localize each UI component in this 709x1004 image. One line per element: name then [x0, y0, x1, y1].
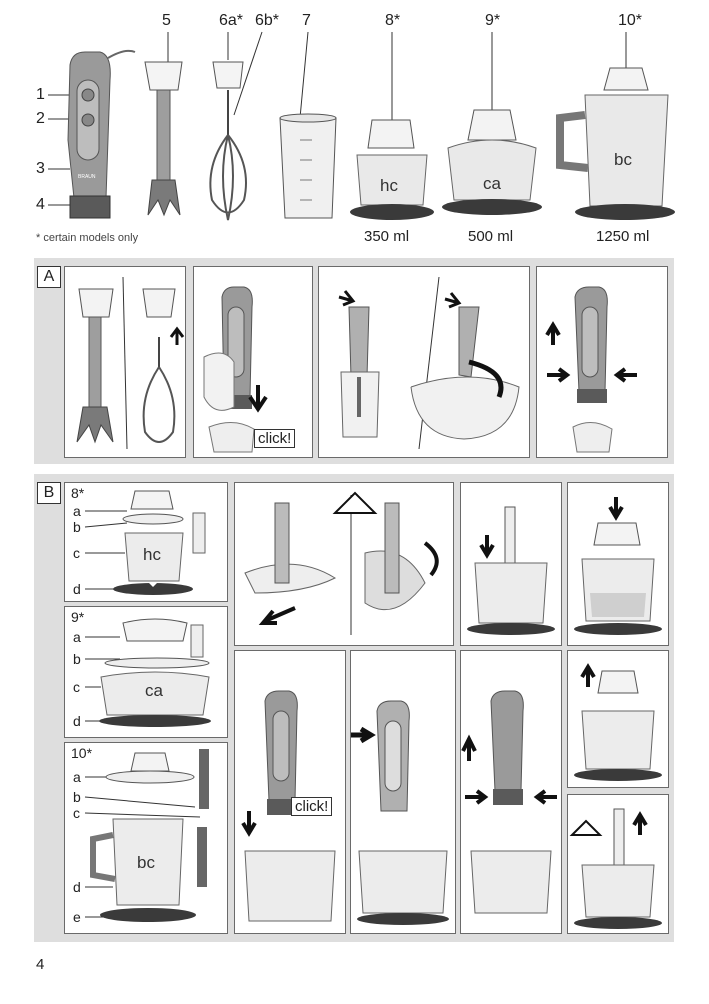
panel-chopper-8 — [64, 482, 228, 602]
attach-motor-illustration — [235, 651, 345, 933]
chopper-9-title: 9* — [71, 609, 85, 625]
part-number-3: 3 — [36, 160, 45, 177]
panel-chopper-9 — [64, 606, 228, 738]
bowl-label-hc: hc — [380, 176, 398, 195]
panel-b-operate — [350, 650, 456, 934]
chopper-8-bowl-label: hc — [143, 545, 161, 564]
part-number-2: 2 — [36, 110, 45, 127]
chopper-10-letter-a: a — [73, 769, 81, 785]
blade-removal-illustration — [235, 483, 453, 645]
chopper-8-letter-b: b — [73, 519, 81, 535]
click-callout-a: click! — [254, 429, 295, 448]
part-number-6b: 6b* — [255, 12, 280, 29]
chopper-10-illustration — [65, 743, 227, 933]
chopper-9-letter-a: a — [73, 629, 81, 645]
chopper-8-title: 8* — [71, 485, 85, 501]
part-number-7: 7 — [302, 12, 311, 29]
bowl-label-ca: ca — [483, 174, 501, 193]
panel-a-use — [318, 266, 530, 458]
capacity-500: 500 ml — [468, 228, 514, 245]
footnote: * certain models only — [36, 232, 139, 244]
panel-b-remove-lid — [567, 650, 669, 788]
remove-lid-illustration — [568, 651, 668, 787]
part-number-6a: 6a* — [219, 12, 244, 29]
panel-a-attachments — [64, 266, 186, 458]
capacity-1250: 1250 ml — [596, 228, 650, 245]
panel-chopper-10 — [64, 742, 228, 934]
capacity-350: 350 ml — [364, 228, 410, 245]
chopper-10-title: 10* — [71, 745, 93, 761]
bowl-label-bc: bc — [614, 150, 632, 169]
part-number-8: 8* — [385, 12, 401, 29]
panel-a-attach-shaft — [193, 266, 313, 458]
panel-b-attach-motor — [234, 650, 346, 934]
add-lid-illustration — [568, 483, 668, 645]
chopper-10-letter-e: e — [73, 909, 81, 925]
chopper-9-letter-b: b — [73, 651, 81, 667]
chopper-9-illustration — [65, 607, 227, 737]
panel-b-release-motor — [460, 650, 562, 934]
chopper-10-letter-b: b — [73, 789, 81, 805]
parts-illustration — [0, 0, 709, 250]
chopper-10-letter-c: c — [73, 805, 80, 821]
chopper-9-bowl-label: ca — [145, 681, 163, 700]
part-number-4: 4 — [36, 196, 45, 213]
click-callout-b: click! — [291, 797, 332, 816]
chopper-8-letter-c: c — [73, 545, 80, 561]
chopper-9-letter-d: d — [73, 713, 81, 729]
insert-blade-illustration — [461, 483, 561, 645]
panel-b-blade-removal — [234, 482, 454, 646]
chopper-8-letter-d: d — [73, 581, 81, 597]
panel-b-remove-blade — [567, 794, 669, 934]
release-motor-illustration — [461, 651, 561, 933]
section-a-label: A — [37, 266, 61, 288]
release-illustration — [537, 267, 667, 457]
attachments-illustration — [65, 267, 185, 457]
use-illustration — [319, 267, 529, 457]
operate-illustration — [351, 651, 455, 933]
chopper-10-letter-d: d — [73, 879, 81, 895]
chopper-9-letter-c: c — [73, 679, 80, 695]
part-number-5: 5 — [162, 12, 171, 29]
part-number-10: 10* — [618, 12, 643, 29]
part-number-1: 1 — [36, 86, 45, 103]
section-b-label: B — [37, 482, 61, 504]
panel-b-add-lid — [567, 482, 669, 646]
panel-a-release — [536, 266, 668, 458]
chopper-10-bowl-label: bc — [137, 853, 155, 872]
chopper-8-illustration — [65, 483, 227, 601]
remove-blade-illustration — [568, 795, 668, 933]
part-number-9: 9* — [485, 12, 501, 29]
page-number: 4 — [36, 956, 45, 973]
chopper-8-letter-a: a — [73, 503, 81, 519]
brand-logo: BRAUN — [78, 174, 96, 180]
panel-b-insert-blade — [460, 482, 562, 646]
